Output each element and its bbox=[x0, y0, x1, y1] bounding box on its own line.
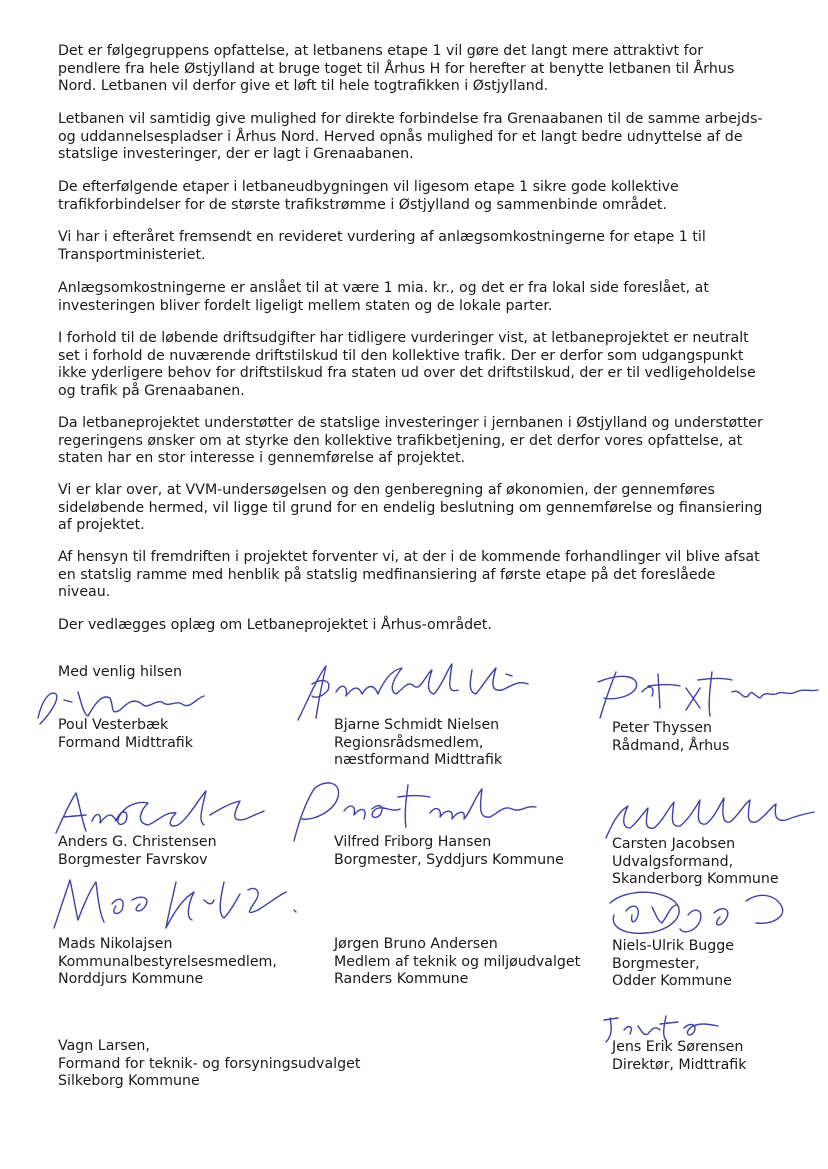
signatory-title: Borgmester Favrskov bbox=[58, 851, 208, 868]
signatory-name: Bjarne Schmidt Nielsen bbox=[334, 717, 500, 733]
signatory-jorgen-bruno-andersen bbox=[334, 936, 580, 989]
paragraph-5: Anlægsomkostningerne er anslået til at være 1 mia. kr., og det er fra lokal side foreslået, at investeringen bliver fordelt ligeligt mellem staten og de lokale parter. bbox=[58, 280, 709, 314]
signatory-title: Formand for teknik- og forsyningsudvalget bbox=[58, 1055, 361, 1072]
signatory-anders-g-christensen bbox=[58, 834, 217, 869]
signature-mads-nikolajsen bbox=[48, 870, 308, 936]
signatory-carsten-jacobsen bbox=[612, 836, 779, 889]
signatory-peter-thyssen bbox=[612, 720, 729, 755]
signatory-title: Norddjurs Kommune bbox=[58, 971, 204, 987]
signatory-title: Medlem af teknik og miljøudvalget bbox=[334, 953, 581, 970]
signatory-name: Vagn Larsen, bbox=[58, 1038, 150, 1054]
signatory-name: Anders G. Christensen bbox=[58, 834, 217, 850]
signatory-poul-vesterbaek bbox=[58, 717, 193, 752]
signatory-name: Poul Vesterbæk bbox=[58, 717, 169, 733]
signatory-title: Direktør, Midttrafik bbox=[612, 1056, 747, 1073]
paragraph-9: Af hensyn til fremdriften i projektet forventer vi, at der i de kommende forhandlinger vil blive afsat en statslig ramme med henblik på statslig medfinansiering af første etape på det foreslåede niveau. bbox=[58, 549, 760, 600]
signatory-title: Randers Kommune bbox=[334, 971, 469, 987]
signatory-title: Kommunalbestyrelsesmedlem, bbox=[58, 953, 277, 970]
signatory-title: Borgmester, bbox=[612, 955, 700, 972]
signatory-vagn-larsen bbox=[58, 1038, 360, 1091]
signatory-title: Rådmand, Århus bbox=[612, 737, 730, 754]
signatory-title: Silkeborg Kommune bbox=[58, 1073, 200, 1089]
signatory-title: næstformand Midttrafik bbox=[334, 752, 503, 768]
paragraph-7: Da letbaneprojektet understøtter de statslige investeringer i jernbanen i Østjylland og understøtter regeringens ønsker om at styrke den kollektive trafikbetjening, er det derfor vores opfattelse, at staten har en stor interesse i gennemførelse af projektet. bbox=[58, 415, 763, 466]
paragraph-3: De efterfølgende etaper i letbaneudbygningen vil ligesom etape 1 sikre gode kollektive trafikforbindelser for de største trafikstrømme i Østjylland og sammenbinde området. bbox=[58, 179, 679, 213]
signatory-title: Regionsrådsmedlem, bbox=[334, 734, 484, 751]
signatory-title: Udvalgsformand, bbox=[612, 853, 734, 870]
closing-greeting: Med venlig hilsen bbox=[58, 664, 182, 680]
signatory-title: Borgmester, Syddjurs Kommune bbox=[334, 851, 564, 868]
paragraph-8: Vi er klar over, at VVM-undersøgelsen og den genberegning af økonomien, der gennemføres sideløbende hermed, vil ligge til grund for en endelig beslutning om gennemførelse og finansiering af projektet. bbox=[58, 482, 763, 533]
signatory-jens-erik-sorensen bbox=[612, 1039, 746, 1074]
signatory-name: Jens Erik Sørensen bbox=[612, 1039, 744, 1055]
signatory-bjarne-schmidt-nielsen bbox=[334, 717, 502, 770]
signatory-name: Vilfred Friborg Hansen bbox=[334, 834, 492, 850]
paragraph-6: I forhold til de løbende driftsudgifter har tidligere vurderinger vist, at letbaneprojektet er neutralt set i forhold de nuværende driftstilskud til den kollektive trafik. Der er derfor som udgangspunkt ikke yderligere behov for driftstilskud fra staten ud over det driftstilskud, der er til vedligeholdelse og trafik på Grenaabanen. bbox=[58, 330, 756, 399]
signatory-title: Skanderborg Kommune bbox=[612, 871, 779, 887]
signatory-title: Odder Kommune bbox=[612, 973, 732, 989]
signatory-mads-nikolajsen bbox=[58, 936, 277, 989]
signatory-name: Peter Thyssen bbox=[612, 720, 712, 736]
signatory-name: Carsten Jacobsen bbox=[612, 836, 736, 852]
signatory-niels-ulrik-bugge bbox=[612, 938, 734, 991]
signature-anders-g-christensen bbox=[50, 785, 265, 840]
paragraph-4: Vi har i efteråret fremsendt en revideret vurdering af anlægsomkostningerne for etape 1 til Transportministeriet. bbox=[58, 229, 706, 263]
signatory-name: Niels-Ulrik Bugge bbox=[612, 938, 735, 954]
signatory-name: Jørgen Bruno Andersen bbox=[334, 936, 498, 952]
signatory-name: Mads Nikolajsen bbox=[58, 936, 173, 952]
paragraph-2: Letbanen vil samtidig give mulighed for direkte forbindelse fra Grenaabanen til de samme arbejds- og uddannelsespladser i Århus Nord. Herved opnås mulighed for et langt bedre udnyttelse af de statslige investeringer, der er lagt i Grenaabanen. bbox=[58, 111, 763, 162]
signature-peter-thyssen bbox=[592, 668, 822, 724]
signature-niels-ulrik-bugge bbox=[596, 885, 791, 943]
paragraph-10: Der vedlægges oplæg om Letbaneprojektet i Århus-området. bbox=[58, 617, 492, 633]
signatory-title: Formand Midttrafik bbox=[58, 734, 193, 751]
signatory-vilfred-friborg-hansen bbox=[334, 834, 564, 869]
paragraph-1: Det er følgegruppens opfattelse, at letbanens etape 1 vil gøre det langt mere attraktivt for pendlere fra hele Østjylland at bruge toget til Århus H for herefter at benytte letbanen til Århus Nord. Letbanen vil derfor give et løft til hele togtrafikken i Østjylland. bbox=[58, 43, 735, 94]
